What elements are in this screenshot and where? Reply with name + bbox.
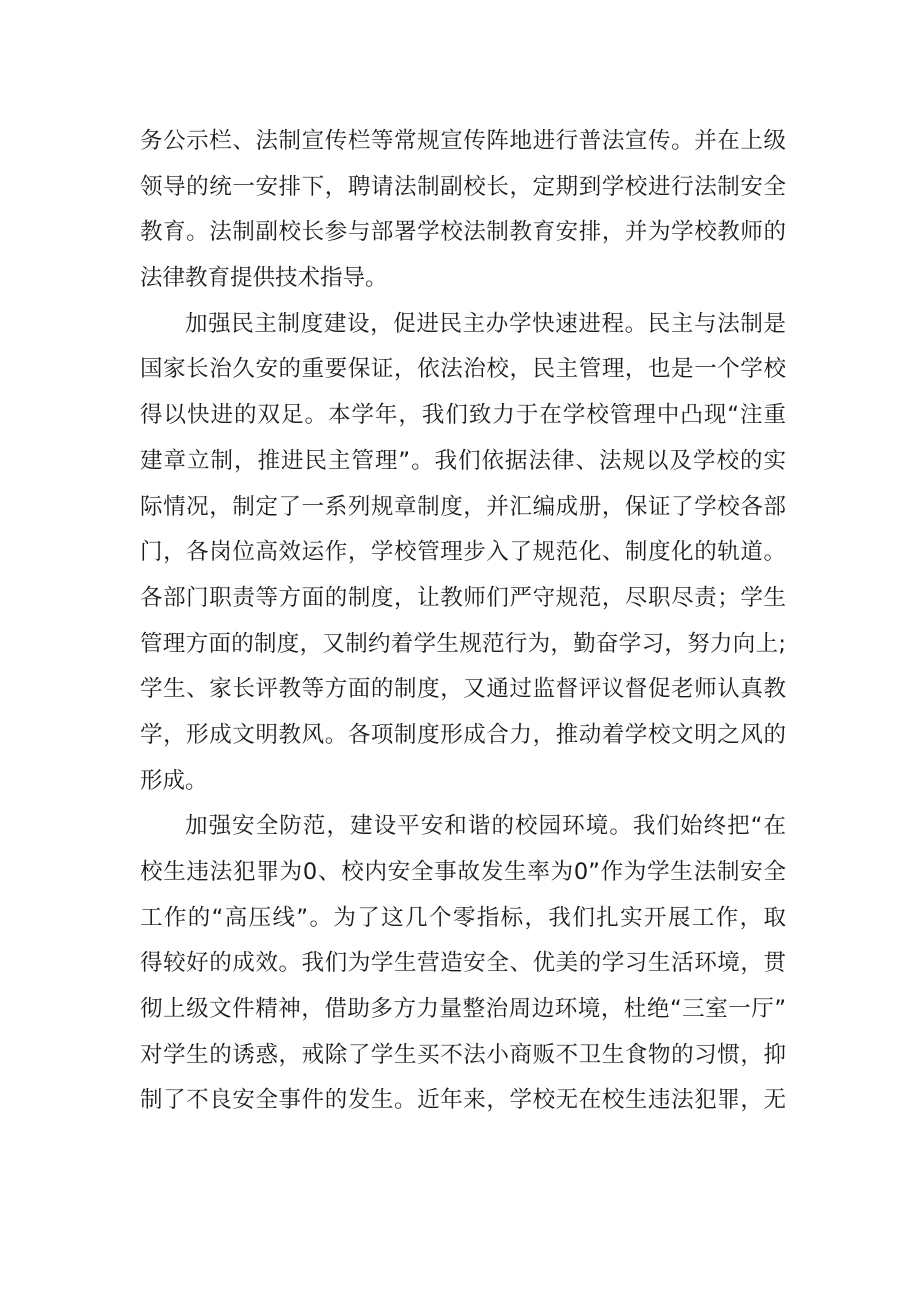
text-line: 际情况，制定了一系列规章制度，并汇编成册，保证了学校各部 — [140, 493, 786, 520]
text-line: 国家长治久安的重要保证，依法治校，民主管理，也是一个学校 — [140, 356, 786, 383]
text-line: 管理方面的制度，又制约着学生规范行为，勤奋学习，努力向上; — [140, 630, 786, 657]
text-line: 教育。法制副校长参与部署学校法制教育安排，并为学校教师的 — [140, 219, 786, 246]
text-line: 工作的“高压线”。为了这几个零指标，我们扎实开展工作，取 — [140, 904, 786, 931]
text-line: 校生违法犯罪为0、校内安全事故发生率为0”作为学生法制安全 — [140, 859, 786, 885]
document-body — [140, 119, 786, 1124]
text-line: 彻上级文件精神，借助多方力量整治周边环境，杜绝“三室一厅” — [140, 996, 786, 1023]
text-line: 各部门职责等方面的制度，让教师们严守规范，尽职尽责；学生 — [140, 584, 786, 611]
text-line: 门，各岗位高效运作，学校管理步入了规范化、制度化的轨道。 — [140, 539, 786, 566]
text-line: 得以快进的双足。本学年，我们致力于在学校管理中凸现“注重 — [140, 402, 786, 429]
text-line: 领导的统一安排下，聘请法制副校长，定期到学校进行法制安全 — [140, 173, 786, 200]
paragraph-start-line: 加强安全防范，建设平安和谐的校园环境。我们始终把“在 — [185, 813, 786, 840]
text-line: 学，形成文明教风。各项制度形成合力，推动着学校文明之风的 — [140, 721, 786, 748]
paragraph-start-line: 加强民主制度建设，促进民主办学快速进程。民主与法制是 — [185, 310, 786, 337]
text-line: 形成。 — [140, 767, 208, 794]
text-line: 对学生的诱惑，戒除了学生买不法小商贩不卫生食物的习惯，抑 — [140, 1041, 786, 1068]
text-line: 学生、家长评教等方面的制度，又通过监督评议督促老师认真教 — [140, 676, 786, 703]
text-line: 务公示栏、法制宣传栏等常规宣传阵地进行普法宣传。并在上级 — [140, 128, 786, 154]
text-line: 法律教育提供技术指导。 — [140, 265, 388, 292]
text-line: 得较好的成效。我们为学生营造安全、优美的学习生活环境，贯 — [140, 950, 786, 977]
text-line: 建章立制，推进民主管理”。我们依据法律、法规以及学校的实 — [140, 447, 786, 474]
text-line: 制了不良安全事件的发生。近年来，学校无在校生违法犯罪，无 — [140, 1087, 786, 1114]
